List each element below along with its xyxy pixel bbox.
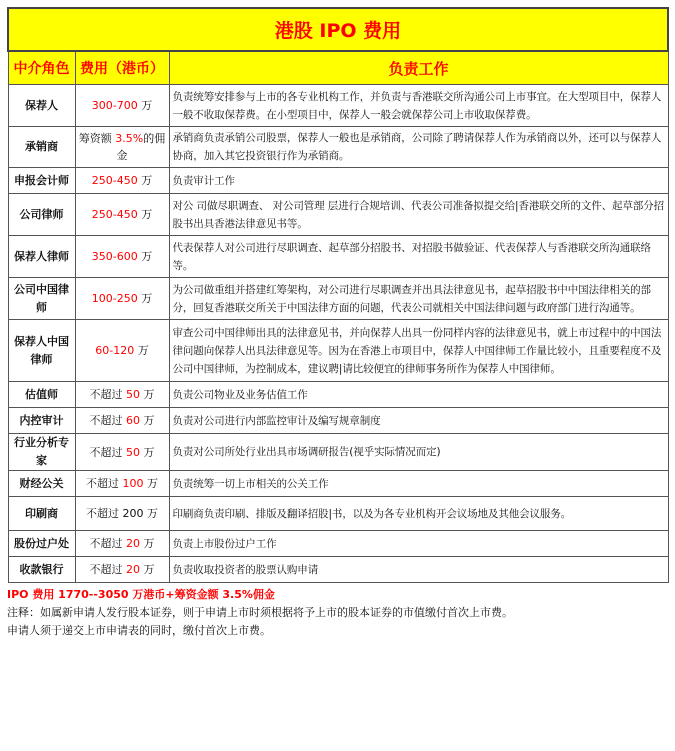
table-row: [8, 127, 668, 168]
role-cell: 财经公关: [8, 471, 75, 497]
role-cell: 内控审计: [8, 408, 75, 434]
fee-prefix: 不超过: [89, 388, 126, 401]
fee-cell: [75, 557, 169, 583]
fee-prefix: 不超过: [89, 563, 126, 576]
role-cell: 保荐人中国律师: [8, 320, 75, 382]
role-cell: 估值师: [8, 382, 75, 408]
duty-cell: 承销商负责承销公司股票，保荐人一般也是承销商，公司除了聘请保荐人作为承销商以外，还可以与保荐人协商，加入其它投资银行作为承销商。: [169, 127, 668, 168]
role-cell: 承销商: [8, 127, 75, 168]
fee-prefix: 不超过: [89, 414, 126, 427]
duty-cell: 印刷商负责印刷、排版及翻译招股|书，以及为各专业机构开会议场地及其他会议服务。: [169, 497, 668, 531]
duty-cell: 代表保荐人对公司进行尽职调查、起草部分招股书、对招股书做验证、代表保荐人与香港联交所沟通联络等。: [169, 236, 668, 278]
table-row: [8, 557, 668, 583]
fee-amount: 350-600: [91, 250, 138, 263]
fee-amount: 100-250: [91, 292, 138, 305]
table-row: [8, 278, 668, 320]
footer-notes: [7, 586, 667, 640]
fee-prefix: 筹资额: [78, 132, 116, 145]
table-row: [8, 471, 668, 497]
table-row: [8, 434, 668, 471]
table-row: [8, 408, 668, 434]
fee-suffix: 万: [137, 250, 153, 263]
fee-prefix: 不超过: [89, 445, 126, 459]
fee-cell: [75, 168, 169, 194]
header-row: [8, 51, 668, 85]
role-cell: 收款银行: [8, 557, 75, 583]
duty-cell: 负责统筹安排参与上市的各专业机构工作，并负责与香港联交所沟通公司上市事宜。在大型项目中，保荐人一般不收取保荐费。在小型项目中，保荐人一般会就保荐公司上市收取保荐费。: [169, 85, 668, 127]
fee-suffix: 万: [137, 208, 153, 221]
fee-amount: 50: [126, 445, 140, 459]
fee-suffix: 万: [137, 99, 153, 112]
duty-cell: 负责对公司所处行业出具市场调研报告(视乎实际情况而定): [169, 434, 668, 471]
role-cell: 保荐人律师: [8, 236, 75, 278]
duty-cell: 负责统筹一切上市相关的公关工作: [169, 471, 668, 497]
table-row: [8, 168, 668, 194]
role-cell: 股份过户处: [8, 531, 75, 557]
duty-cell: 负责对公司进行内部监控审计及编写规章制度: [169, 408, 668, 434]
fee-amount: 20: [126, 537, 140, 550]
fee-amount: 60: [126, 414, 140, 427]
role-cell: 公司律师: [8, 194, 75, 236]
table-row: [8, 382, 668, 408]
header-role: 中介角色: [8, 51, 75, 85]
fee-cell: [75, 127, 169, 168]
role-cell: 申报会计师: [8, 168, 75, 194]
role-cell: 保荐人: [8, 85, 75, 127]
fee-cell: [75, 497, 169, 531]
fee-suffix: 万: [140, 445, 155, 459]
fee-suffix: 万: [137, 174, 153, 187]
footnote-2: 申请人须于递交上市申请表的同时，缴付首次上市费。: [7, 624, 271, 637]
table-row: [8, 194, 668, 236]
table-row: [8, 531, 668, 557]
fee-amount: 300-700: [91, 99, 138, 112]
footnote-1: 注释：如属新申请人发行股本证券，则于申请上市时须根据将予上市的股本证券的市值缴付首次上市费。: [7, 606, 513, 619]
table-row: [8, 85, 668, 127]
ipo-fee-table: [7, 7, 669, 583]
fee-cell: [75, 194, 169, 236]
fee-cell: [75, 434, 169, 471]
fee-suffix: 万: [140, 414, 155, 427]
total-fee-summary: IPO 费用 1770--3050 万港币+筹资金额 3.5%佣金: [7, 588, 275, 601]
fee-suffix: 万: [143, 477, 158, 490]
fee-suffix: 万: [140, 563, 155, 576]
duty-cell: 负责上市股份过户工作: [169, 531, 668, 557]
fee-amount: 3.5%: [115, 132, 144, 145]
duty-cell: 负责审计工作: [169, 168, 668, 194]
fee-suffix: 万: [134, 344, 149, 357]
fee-amount: 20: [126, 563, 140, 576]
role-cell: 行业分析专家: [8, 434, 75, 471]
fee-prefix: 不超过 200 万: [86, 507, 158, 520]
fee-suffix: 万: [140, 388, 155, 401]
duty-cell: 为公司做重组并搭建红筹架构，对公司进行尽职调查并出具法律意见书，起草招股书中中国法律相关的部分，回复香港联交所关于中国法律方面的问题，代表公司就相关中国法律问题与政府部门进行沟通等。: [169, 278, 668, 320]
duty-cell: 审查公司中国律师出具的法律意见书，并向保荐人出具一份同样内容的法律意见书，就上市过程中的中国法律问题向保荐人出具法律意见等。因为在香港上市项目中，保荐人中国律师工作量比较小，且重要程度不及公司中国律师，为控制成本，建议聘|请比较便宜的律师事务所作为保荐人中国律师。: [169, 320, 668, 382]
fee-prefix: 不超过: [89, 537, 126, 550]
role-cell: 印刷商: [8, 497, 75, 531]
table-row: [8, 497, 668, 531]
table-row: [8, 236, 668, 278]
duty-cell: 对公 司做尽职调查、 对公司管理 层进行合规培训、代表公司准备拟提交给|香港联交所的文件、起草部分招股书出具香港法律意见书等。: [169, 194, 668, 236]
role-cell: 公司中国律师: [8, 278, 75, 320]
fee-cell: [75, 471, 169, 497]
duty-cell: 负责收取投资者的股票认购申请: [169, 557, 668, 583]
duty-cell: 负责公司物业及业务估值工作: [169, 382, 668, 408]
fee-cell: [75, 236, 169, 278]
fee-suffix: 万: [137, 292, 153, 305]
fee-amount: 50: [126, 388, 140, 401]
fee-prefix: 不超过: [86, 477, 123, 490]
fee-document: [7, 7, 667, 640]
fee-cell: [75, 278, 169, 320]
fee-amount: 100: [122, 477, 144, 490]
fee-cell: [75, 531, 169, 557]
fee-suffix: 万: [140, 537, 155, 550]
fee-cell: [75, 408, 169, 434]
header-fee: 费用（港币）: [75, 51, 169, 85]
fee-suffix: 的佣金: [116, 132, 166, 162]
fee-cell: [75, 382, 169, 408]
fee-amount: 250-450: [91, 174, 138, 187]
table-title: 港股 IPO 费用: [8, 8, 668, 51]
fee-cell: [75, 320, 169, 382]
fee-amount: 60-120: [95, 344, 135, 357]
header-duty: 负责工作: [169, 51, 668, 85]
fee-cell: [75, 85, 169, 127]
table-row: [8, 320, 668, 382]
fee-amount: 250-450: [91, 208, 138, 221]
